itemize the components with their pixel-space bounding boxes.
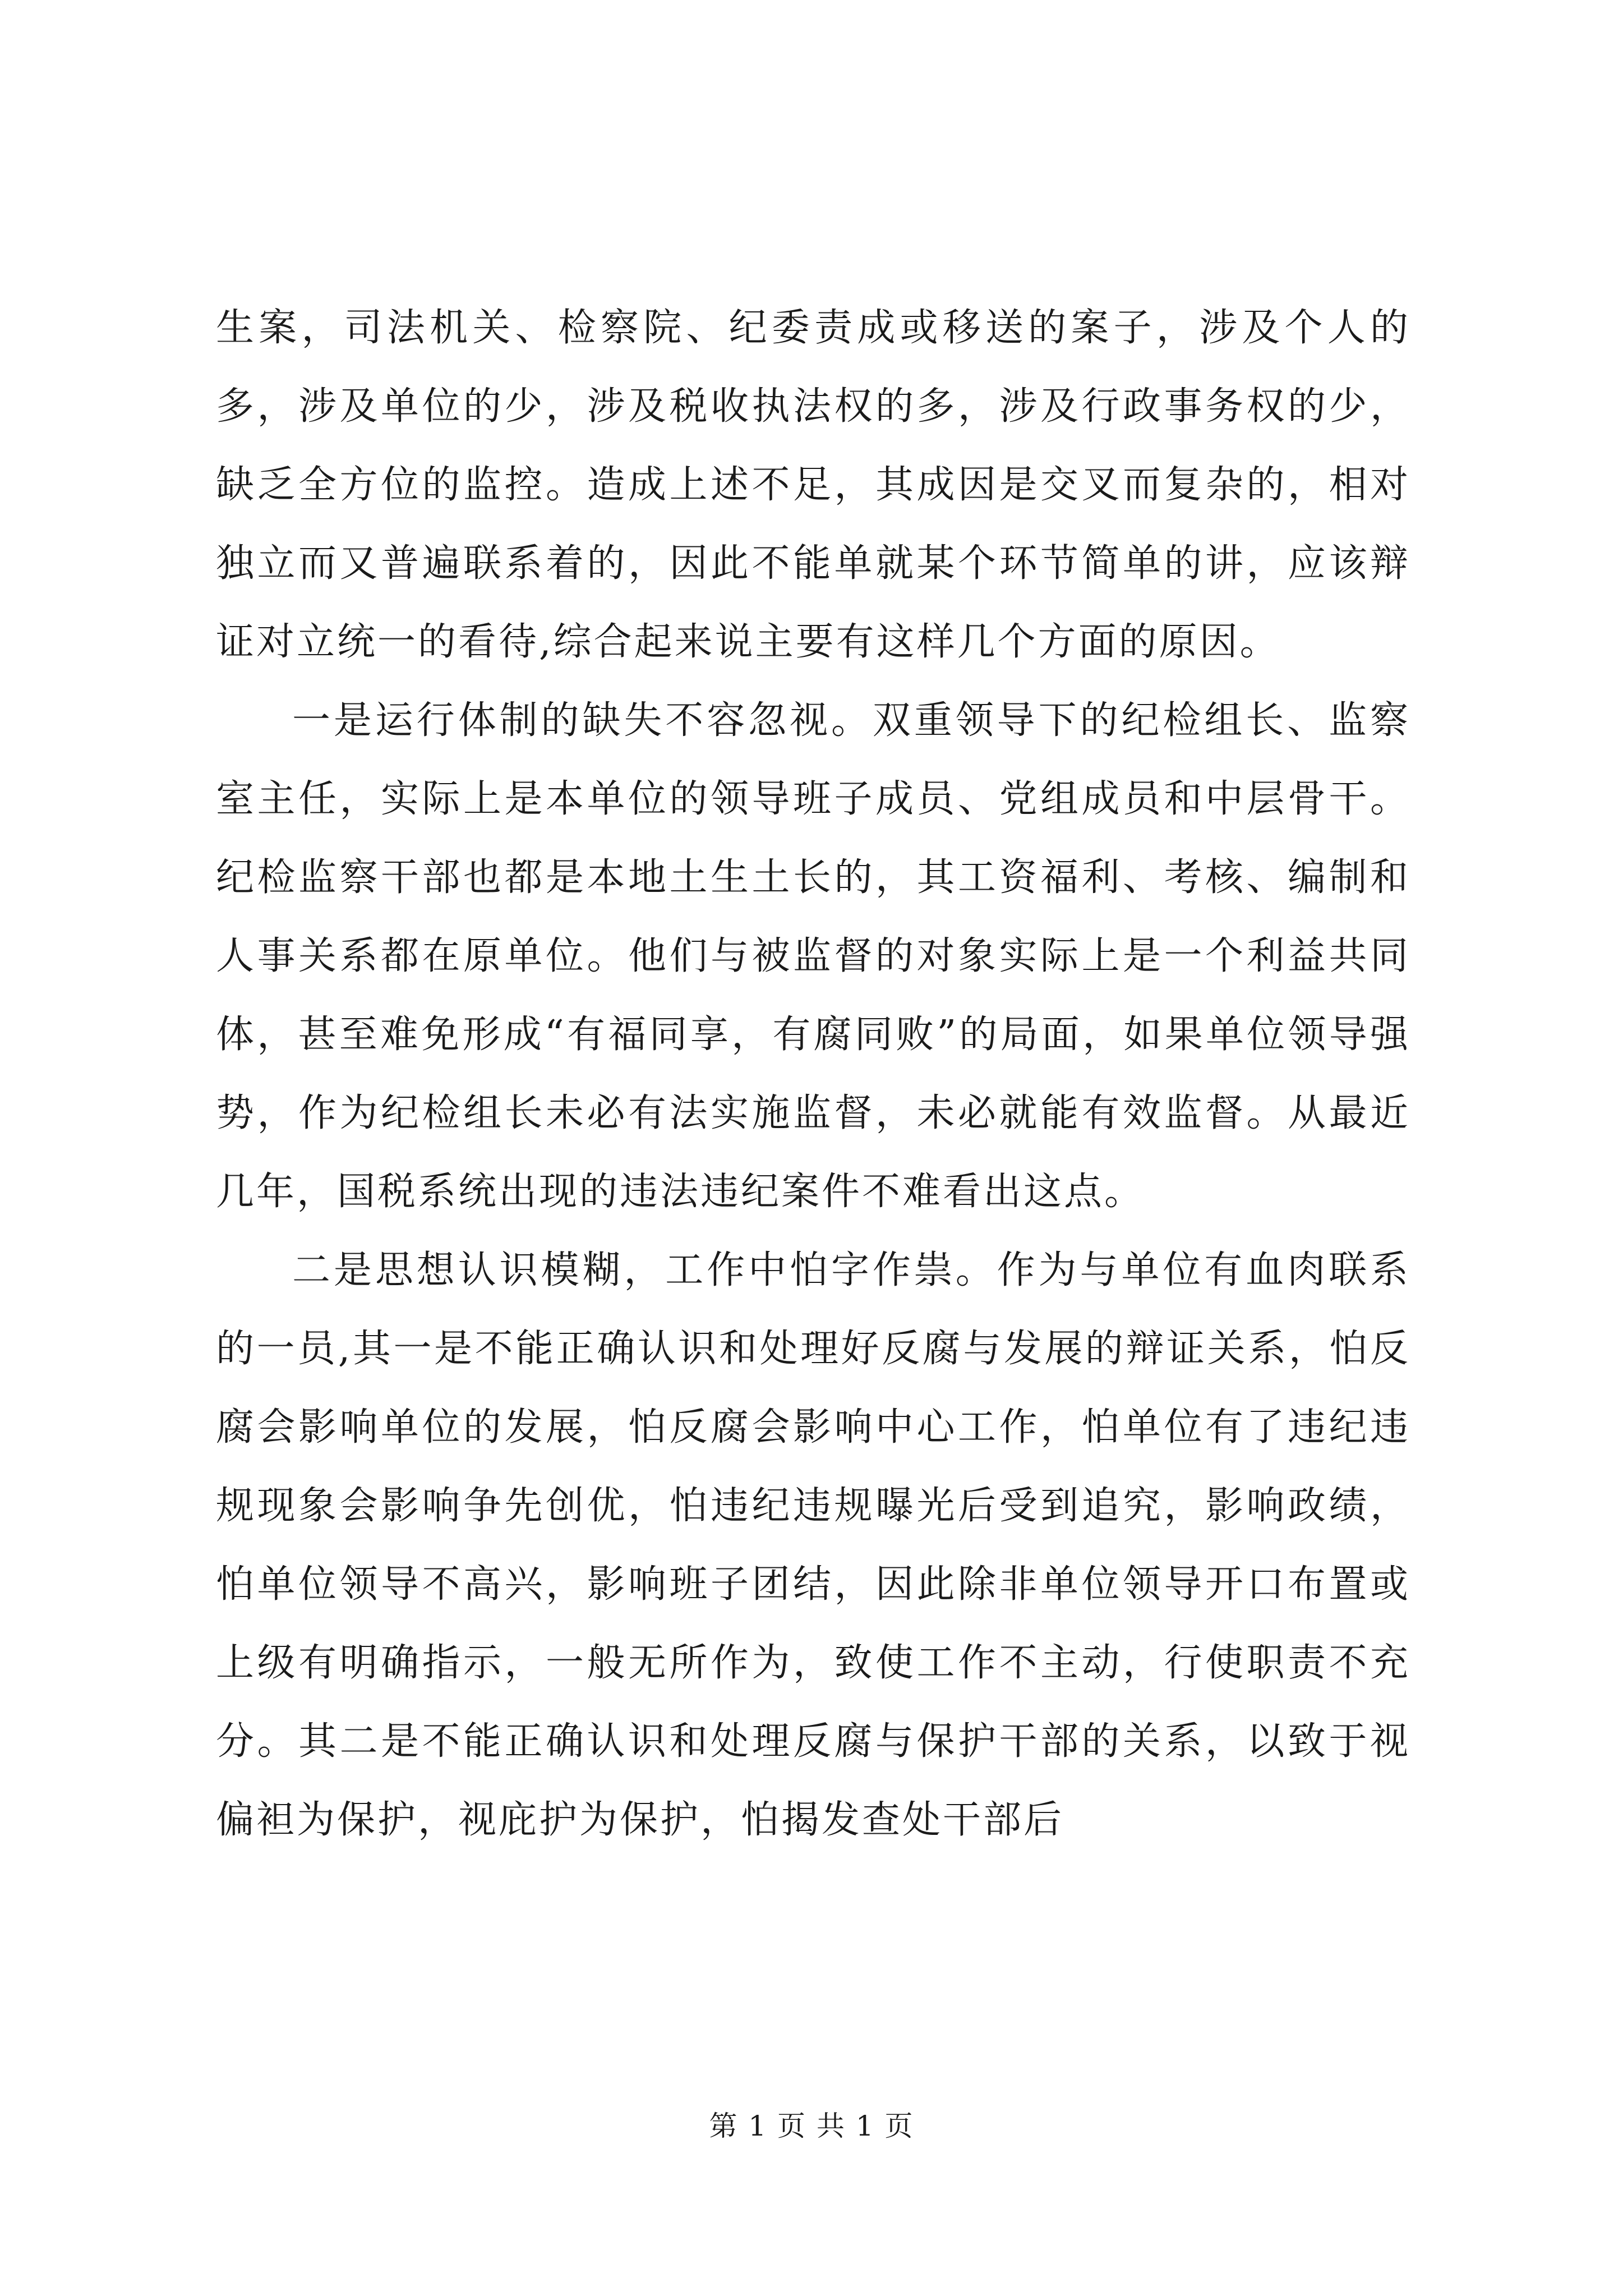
paragraph-2: 一是运行体制的缺失不容忽视。双重领导下的纪检组长、监察室主任，实际上是本单位的领导班子成员、党组成员和中层骨干。纪检监察干部也都是本地土生土长的，其工资福利、考核、编制和人事关系都在原单位。他们与被监督的对象实际上是一个利益共同体，甚至难免形成“有福同享，有腐同败”的局面，如果单位领导强势，作为纪检组长未必有法实施监督，未必就能有效监督。从最近几年，国税系统出现的违法违纪案件不难看出这点。 (216, 698, 1410, 1214)
document-body (216, 289, 1410, 1860)
paragraph-3: 二是思想认识模糊，工作中怕字作祟。作为与单位有血肉联系的一员,其一是不能正确认识和处理好反腐与发展的辩证关系，怕反腐会影响单位的发展，怕反腐会影响中心工作，怕单位有了违纪违规现象会影响争先创优，怕违纪违规曝光后受到追究，影响政绩，怕单位领导不高兴，影响班子团结，因此除非单位领导开口布置或上级有明确指示，一般无所作为，致使工作不主动，行使职责不充分。其二是不能正确认识和处理反腐与保护干部的关系，以致于视偏袒为保护，视庇护为保护，怕揭发查处干部后 (216, 1248, 1410, 1842)
paragraph-1: 生案，司法机关、检察院、纪委责成或移送的案子，涉及个人的多，涉及单位的少，涉及税收执法权的多，涉及行政事务权的少，缺乏全方位的监控。造成上述不足，其成因是交叉而复杂的，相对独立而又普遍联系着的，因此不能单就某个环节简单的讲，应该辩证对立统一的看待,综合起来说主要有这样几个方面的原因。 (216, 306, 1410, 664)
page-footer (0, 2106, 1623, 2146)
page-number-label: 第 1 页 共 1 页 (709, 2110, 914, 2142)
